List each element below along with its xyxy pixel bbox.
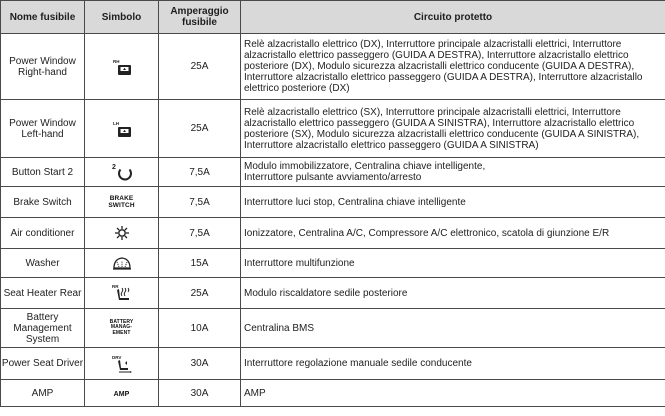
- fuse-name: Seat Heater Rear: [1, 278, 85, 309]
- table-row: [1, 249, 665, 278]
- fuse-circuit: Relè alzacristallo elettrico (DX), Interruttore principale alzacristalli elettrici, Interruttore alzacristallo elettrico passeggero (GUIDA A DESTRA), Interruttore alzacristallo elettrico posteriore (DX), Modulo sicurezza alzacristalli elettrico conducente (GUIDA A DESTRA), Interruttore alzacristallo elettrico passeggero (GUIDA A DESTRA), Interruttore alzacristallo elettrico posteriore (DX): [241, 34, 665, 100]
- fuse-rating: 30A: [159, 380, 241, 407]
- header-circuit: Circuito protetto: [241, 1, 665, 34]
- fuse-symbol: [85, 309, 159, 348]
- fuse-name: AMP: [1, 380, 85, 407]
- fuse-symbol: [85, 187, 159, 218]
- fuse-rating: 25A: [159, 100, 241, 158]
- fuse-name: Power Seat Driver: [1, 348, 85, 380]
- fuse-symbol: [85, 218, 159, 249]
- header-fuse-name: Nome fusibile: [1, 1, 85, 34]
- fuse-rating: 7,5A: [159, 218, 241, 249]
- fuse-rating: 15A: [159, 249, 241, 278]
- header-symbol: Simbolo: [85, 1, 159, 34]
- fuse-circuit: Modulo immobilizzatore, Centralina chiave intelligente, Interruttore pulsante avviamento/arresto: [241, 158, 665, 187]
- fuse-rating: 30A: [159, 348, 241, 380]
- table-row: [1, 380, 665, 407]
- battery-management-text-icon: BATTERY MANAG- EMENT: [109, 318, 134, 336]
- fuse-name: Air conditioner: [1, 218, 85, 249]
- table-row: [1, 187, 665, 218]
- amp-text-icon: AMP: [113, 390, 130, 398]
- air-conditioner-icon: [114, 225, 130, 241]
- table-row: [1, 278, 665, 309]
- fuse-symbol: [85, 278, 159, 309]
- fuse-symbol: [85, 158, 159, 187]
- svg-text:RH: RH: [112, 58, 119, 64]
- fuse-name: Brake Switch: [1, 187, 85, 218]
- header-rating: Amperaggio fusibile: [159, 1, 241, 34]
- fuse-rating: 25A: [159, 34, 241, 100]
- fuse-name: Battery Management System: [1, 309, 85, 348]
- seat-heater-rear-icon: [111, 283, 133, 303]
- fuse-rating: 7,5A: [159, 158, 241, 187]
- fuse-name: Power Window Left-hand: [1, 100, 85, 158]
- fuse-circuit: Modulo riscaldatore sedile posteriore: [241, 278, 665, 309]
- fuse-circuit: Ionizzatore, Centralina A/C, Compressore A/C elettronico, scatola di giunzione E/R: [241, 218, 665, 249]
- svg-text:RR: RR: [111, 284, 118, 289]
- fuse-symbol: [85, 100, 159, 158]
- button-start-icon: [110, 162, 134, 182]
- fuse-symbol: [85, 249, 159, 278]
- fuse-symbol: [85, 34, 159, 100]
- fuse-circuit: Relè alzacristallo elettrico (SX), Interruttore principale alzacristalli elettrici, Interruttore alzacristallo elettrico passeggero (GUIDA A SINISTRA), Interruttore alzacristallo elettrico posteriore (SX), Modulo sicurezza alzacristalli elettrico conducente (GUIDA A SINISTRA), Interruttore alzacristallo elettrico passeggero (GUIDA A SINISTRA): [241, 100, 665, 158]
- table-row: [1, 34, 665, 100]
- fuse-rating: 10A: [159, 309, 241, 348]
- table-row: [1, 100, 665, 158]
- fuse-circuit: Interruttore multifunzione: [241, 249, 665, 278]
- fuse-circuit: AMP: [241, 380, 665, 407]
- fuse-rating: 7,5A: [159, 187, 241, 218]
- brake-switch-text-icon: BRAKE SWITCH: [108, 194, 135, 209]
- fuse-symbol: [85, 348, 159, 380]
- fuse-circuit: Interruttore regolazione manuale sedile conducente: [241, 348, 665, 380]
- table-row: [1, 158, 665, 187]
- fuse-name: Button Start 2: [1, 158, 85, 187]
- fuse-symbol: [85, 380, 159, 407]
- fuse-rating: 25A: [159, 278, 241, 309]
- table-row: [1, 218, 665, 249]
- power-seat-driver-icon: [111, 354, 133, 374]
- power-window-lh-icon: [111, 120, 133, 138]
- svg-text:2: 2: [111, 164, 116, 171]
- table-row: [1, 309, 665, 348]
- washer-icon: [112, 255, 132, 271]
- fuse-circuit: Interruttore luci stop, Centralina chiave intelligente: [241, 187, 665, 218]
- fuse-circuit: Centralina BMS: [241, 309, 665, 348]
- table-header-row: [1, 1, 665, 34]
- svg-text:LH: LH: [112, 120, 119, 126]
- table-row: [1, 348, 665, 380]
- svg-text:DRV: DRV: [111, 354, 121, 360]
- fuse-name: Power Window Right-hand: [1, 34, 85, 100]
- power-window-rh-icon: [111, 58, 133, 76]
- fuse-name: Washer: [1, 249, 85, 278]
